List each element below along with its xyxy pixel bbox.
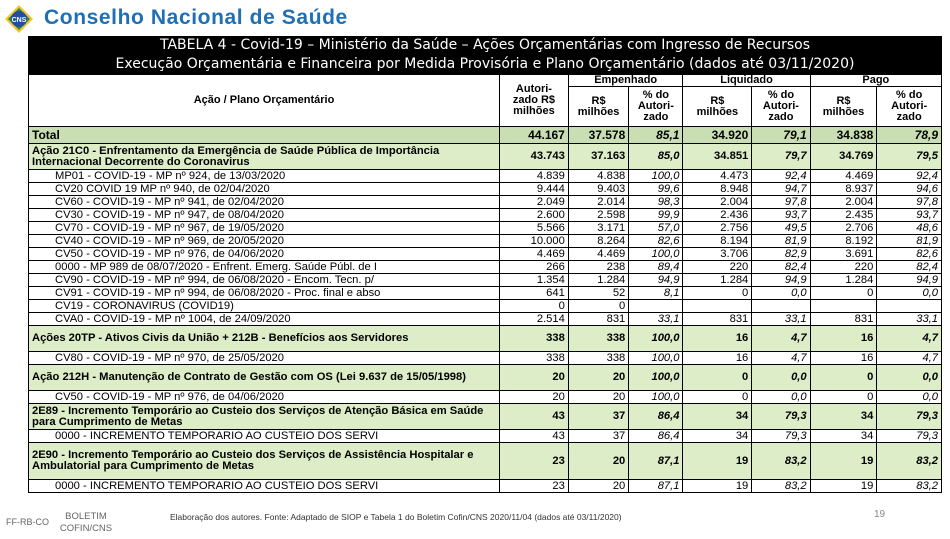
row-label: Total [29,127,500,144]
row-label: MP01 - COVID-19 - MP nº 924, de 13/03/2020 [29,170,500,183]
cell-empenhado: 338 [568,326,628,352]
cell-autorizado: 2.600 [500,209,569,222]
cell-autorizado: 20 [500,391,569,404]
cell-liquidado-pct: 33,1 [752,313,810,326]
cell-autorizado: 43 [500,404,569,430]
cell-pago-pct: 48,6 [877,222,942,235]
row-label: CV30 - COVID-19 - MP nº 947, de 08/04/2020 [29,209,500,222]
row-label: Ação 21C0 - Enfrentamento da Emergência de Saúde Pública de Importância Internacional Decorrente do Coronavirus [29,144,500,170]
cell-autorizado: 9.444 [500,183,569,196]
header-empenhado: Empenhado [568,75,683,87]
cell-pago-pct: 97,8 [877,196,942,209]
cell-autorizado: 23 [500,443,569,480]
row-label: CV70 - COVID-19 - MP nº 967, de 19/05/2020 [29,222,500,235]
cell-pago: 19 [810,443,877,480]
cell-pago-pct: 78,9 [877,127,942,144]
cell-liquidado: 34.851 [683,144,752,170]
table-row [29,248,942,261]
cell-pago: 0 [810,391,877,404]
cell-liquidado [683,300,752,313]
row-label: Ação 212H - Manutenção de Contrato de Gestão com OS (Lei 9.637 de 15/05/1998) [29,365,500,391]
cell-pago: 2.706 [810,222,877,235]
header-liquidado: Liquidado [683,75,810,87]
cell-empenhado: 9.403 [568,183,628,196]
table-row [29,170,942,183]
cell-liquidado-pct: 83,2 [752,443,810,480]
cell-pago-pct: 4,7 [877,352,942,365]
cell-liquidado-pct: 83,2 [752,480,810,493]
cell-liquidado: 0 [683,391,752,404]
cell-autorizado: 43 [500,430,569,443]
cell-pago-pct: 93,7 [877,209,942,222]
cell-pago: 16 [810,326,877,352]
cell-empenhado-pct: 100,0 [629,170,683,183]
row-label: CV60 - COVID-19 - MP nº 941, de 02/04/2020 [29,196,500,209]
table-title-line1: TABELA 4 - Covid-19 – Ministério da Saúde – Ações Orçamentárias com Ingresso de Recursos [159,37,810,53]
header-emp-rs: R$ milhões [568,87,628,127]
cell-pago: 16 [810,352,877,365]
cell-pago-pct: 4,7 [877,326,942,352]
cell-autorizado: 338 [500,326,569,352]
header-pago-rs: R$ milhões [810,87,877,127]
cell-autorizado: 2.514 [500,313,569,326]
cell-pago: 2.435 [810,209,877,222]
row-label: CV80 - COVID-19 - MP nº 970, de 25/05/2020 [29,352,500,365]
cell-empenhado: 4.838 [568,170,628,183]
table-row [29,430,942,443]
cell-empenhado-pct: 87,1 [629,443,683,480]
row-label: 0000 - MP 989 de 08/07/2020 - Enfrent. Emerg. Saúde Públ. de I [29,261,500,274]
cell-empenhado-pct: 100,0 [629,391,683,404]
table-title-line2: Execução Orçamentária e Financeira por Medida Provisória e Plano Orçamentário (dados até 03/11/2020) [115,56,855,72]
group-row [29,144,942,170]
cell-liquidado: 4.473 [683,170,752,183]
budget-table [28,74,942,493]
row-label: 0000 - INCREMENTO TEMPORARIO AO CUSTEIO DOS SERVI [29,430,500,443]
cell-pago-pct: 92,4 [877,170,942,183]
cell-liquidado: 19 [683,443,752,480]
header-liq-rs: R$ milhões [683,87,752,127]
cell-liquidado: 2.756 [683,222,752,235]
page-header [0,0,950,36]
cell-pago: 831 [810,313,877,326]
cell-empenhado-pct [629,300,683,313]
cell-empenhado: 3.171 [568,222,628,235]
cell-empenhado-pct: 100,0 [629,352,683,365]
cell-autorizado: 23 [500,480,569,493]
cell-pago-pct: 82,6 [877,248,942,261]
total-row [29,127,942,144]
table-row [29,480,942,493]
table-row [29,222,942,235]
cell-empenhado: 831 [568,313,628,326]
cell-empenhado-pct: 57,0 [629,222,683,235]
row-label: CVA0 - COVID-19 - MP nº 1004, de 24/09/2020 [29,313,500,326]
cell-pago-pct: 0,0 [877,365,942,391]
header-emp-pct: % do Autori- zado [629,87,683,127]
cell-liquidado-pct: 81,9 [752,235,810,248]
cell-empenhado-pct: 98,3 [629,196,683,209]
table-row [29,209,942,222]
cell-empenhado: 37.163 [568,144,628,170]
table-row [29,183,942,196]
row-label: CV50 - COVID-19 - MP nº 976, de 04/06/2020 [29,391,500,404]
cell-empenhado-pct: 100,0 [629,248,683,261]
cell-liquidado: 34 [683,404,752,430]
row-label: CV20 COVID 19 MP nº 940, de 02/04/2020 [29,183,500,196]
row-label: CV19 - CORONAVIRUS (COVID19) [29,300,500,313]
cell-liquidado: 34 [683,430,752,443]
cell-pago-pct: 79,3 [877,430,942,443]
group-row [29,443,942,480]
cell-liquidado-pct: 0,0 [752,391,810,404]
cell-autorizado: 10.000 [500,235,569,248]
row-label: CV50 - COVID-19 - MP nº 976, de 04/06/2020 [29,248,500,261]
cell-empenhado-pct: 94,9 [629,274,683,287]
cell-empenhado-pct: 100,0 [629,326,683,352]
cell-pago: 19 [810,480,877,493]
cell-liquidado-pct: 92,4 [752,170,810,183]
cell-pago: 34 [810,430,877,443]
cell-pago: 3.691 [810,248,877,261]
cell-liquidado-pct: 94,9 [752,274,810,287]
row-label: CV40 - COVID-19 - MP nº 969, de 20/05/2020 [29,235,500,248]
group-row [29,326,942,352]
logo-text: CNS [11,17,27,24]
footer-code: FF-RB-CO [6,517,49,527]
cell-liquidado: 1.284 [683,274,752,287]
page-number: 19 [874,509,886,520]
cell-empenhado: 238 [568,261,628,274]
cell-liquidado-pct: 79,3 [752,404,810,430]
cell-empenhado: 0 [568,300,628,313]
cell-liquidado: 2.436 [683,209,752,222]
table-row [29,300,942,313]
row-label: 2E90 - Incremento Temporário ao Custeio dos Serviços de Assistência Hospitalar e Ambulatorial para Cumprimento de Metas [29,443,500,480]
cell-pago: 34 [810,404,877,430]
cell-pago [810,300,877,313]
cell-empenhado: 37 [568,404,628,430]
cell-pago: 2.004 [810,196,877,209]
cell-empenhado-pct: 85,1 [629,127,683,144]
cell-empenhado: 4.469 [568,248,628,261]
cell-liquidado-pct: 4,7 [752,326,810,352]
cell-autorizado: 266 [500,261,569,274]
table-row [29,391,942,404]
cell-empenhado: 37.578 [568,127,628,144]
cell-liquidado: 0 [683,287,752,300]
table-body [29,127,942,493]
cell-pago: 0 [810,365,877,391]
cell-empenhado-pct: 99,9 [629,209,683,222]
cell-liquidado-pct [752,300,810,313]
cell-pago-pct: 79,5 [877,144,942,170]
cell-empenhado: 20 [568,391,628,404]
header-acao: Ação / Plano Orçamentário [29,75,500,127]
cell-liquidado-pct: 97,8 [752,196,810,209]
cell-autorizado: 338 [500,352,569,365]
cell-autorizado: 5.566 [500,222,569,235]
cell-pago-pct: 94,9 [877,274,942,287]
cell-empenhado: 52 [568,287,628,300]
cell-liquidado-pct: 79,1 [752,127,810,144]
cell-pago: 4.469 [810,170,877,183]
cell-liquidado: 16 [683,326,752,352]
cell-liquidado-pct: 4,7 [752,352,810,365]
cell-liquidado: 220 [683,261,752,274]
cell-liquidado-pct: 0,0 [752,287,810,300]
cell-pago: 220 [810,261,877,274]
cell-liquidado: 831 [683,313,752,326]
cell-pago: 34.769 [810,144,877,170]
footer-boletim: BOLETIM COFIN/CNS [59,511,113,534]
cell-empenhado: 1.284 [568,274,628,287]
cell-liquidado: 16 [683,352,752,365]
cell-liquidado-pct: 82,9 [752,248,810,261]
cell-autorizado: 20 [500,365,569,391]
header-pago-pct: % do Autori- zado [877,87,942,127]
cell-autorizado: 1.354 [500,274,569,287]
cell-liquidado-pct: 82,4 [752,261,810,274]
cell-liquidado-pct: 0,0 [752,365,810,391]
cell-pago-pct [877,300,942,313]
cell-empenhado: 338 [568,352,628,365]
row-label: Ações 20TP - Ativos Civis da União + 212B - Benefícios aos Servidores [29,326,500,352]
table-row [29,274,942,287]
cell-empenhado: 20 [568,480,628,493]
cell-empenhado-pct: 89,4 [629,261,683,274]
cell-pago: 8.937 [810,183,877,196]
cell-pago: 1.284 [810,274,877,287]
brand-title: Conselho Nacional de Saúde [44,6,348,29]
table-row [29,352,942,365]
row-label: CV90 - COVID-19 - MP nº 994, de 06/08/2020 - Encom. Tecn. p/ [29,274,500,287]
cell-autorizado: 4.469 [500,248,569,261]
group-row [29,404,942,430]
cell-pago: 0 [810,287,877,300]
cell-empenhado-pct: 87,1 [629,480,683,493]
cell-pago-pct: 79,3 [877,404,942,430]
cell-pago-pct: 0,0 [877,391,942,404]
row-label: 2E89 - Incremento Temporário ao Custeio dos Serviços de Atenção Básica em Saúde para Cumprimento de Metas [29,404,500,430]
cell-liquidado: 3.706 [683,248,752,261]
cell-pago-pct: 82,4 [877,261,942,274]
table-row [29,313,942,326]
cell-empenhado-pct: 33,1 [629,313,683,326]
cell-liquidado: 0 [683,365,752,391]
cell-liquidado: 2.004 [683,196,752,209]
cell-pago: 8.192 [810,235,877,248]
cell-liquidado-pct: 49,5 [752,222,810,235]
cell-empenhado: 2.014 [568,196,628,209]
cell-pago-pct: 33,1 [877,313,942,326]
cell-liquidado: 8.948 [683,183,752,196]
cell-empenhado: 37 [568,430,628,443]
cell-empenhado: 20 [568,365,628,391]
cell-pago-pct: 83,2 [877,480,942,493]
cell-empenhado-pct: 82,6 [629,235,683,248]
cell-autorizado: 641 [500,287,569,300]
cell-autorizado: 4.839 [500,170,569,183]
header-pago: Pago [810,75,941,87]
cell-empenhado: 8.264 [568,235,628,248]
cell-liquidado: 8.194 [683,235,752,248]
cell-empenhado-pct: 100,0 [629,365,683,391]
cell-autorizado: 43.743 [500,144,569,170]
row-label: 0000 - INCREMENTO TEMPORARIO AO CUSTEIO DOS SERVI [29,480,500,493]
cell-pago-pct: 94,6 [877,183,942,196]
cell-liquidado: 19 [683,480,752,493]
cell-empenhado-pct: 99,6 [629,183,683,196]
cell-autorizado: 2.049 [500,196,569,209]
cell-empenhado-pct: 85,0 [629,144,683,170]
cell-empenhado-pct: 86,4 [629,430,683,443]
table-row [29,235,942,248]
row-label: CV91 - COVID-19 - MP nº 994, de 06/08/2020 - Proc. final e abso [29,287,500,300]
header-autorizado: Autori- zado R$ milhões [500,75,569,127]
cell-liquidado-pct: 79,3 [752,430,810,443]
table-row [29,287,942,300]
cell-autorizado: 0 [500,300,569,313]
cell-empenhado: 20 [568,443,628,480]
cell-pago-pct: 0,0 [877,287,942,300]
cell-liquidado: 34.920 [683,127,752,144]
table-row [29,261,942,274]
cell-pago: 34.838 [810,127,877,144]
cns-logo-icon [4,4,34,34]
cell-empenhado-pct: 86,4 [629,404,683,430]
header-liq-pct: % do Autori- zado [752,87,810,127]
cell-liquidado-pct: 94,7 [752,183,810,196]
table-row [29,196,942,209]
cell-empenhado-pct: 8,1 [629,287,683,300]
cell-pago-pct: 81,9 [877,235,942,248]
footer-source: Elaboração dos autores. Fonte: Adaptado de SIOP e Tabela 1 do Boletim Cofin/CNS 2020/11/04 (dados até 03/11/2020) [170,512,622,522]
cell-pago-pct: 83,2 [877,443,942,480]
cell-liquidado-pct: 79,7 [752,144,810,170]
table-title [28,36,942,74]
cell-liquidado-pct: 93,7 [752,209,810,222]
cell-empenhado: 2.598 [568,209,628,222]
cell-autorizado: 44.167 [500,127,569,144]
group-row [29,365,942,391]
